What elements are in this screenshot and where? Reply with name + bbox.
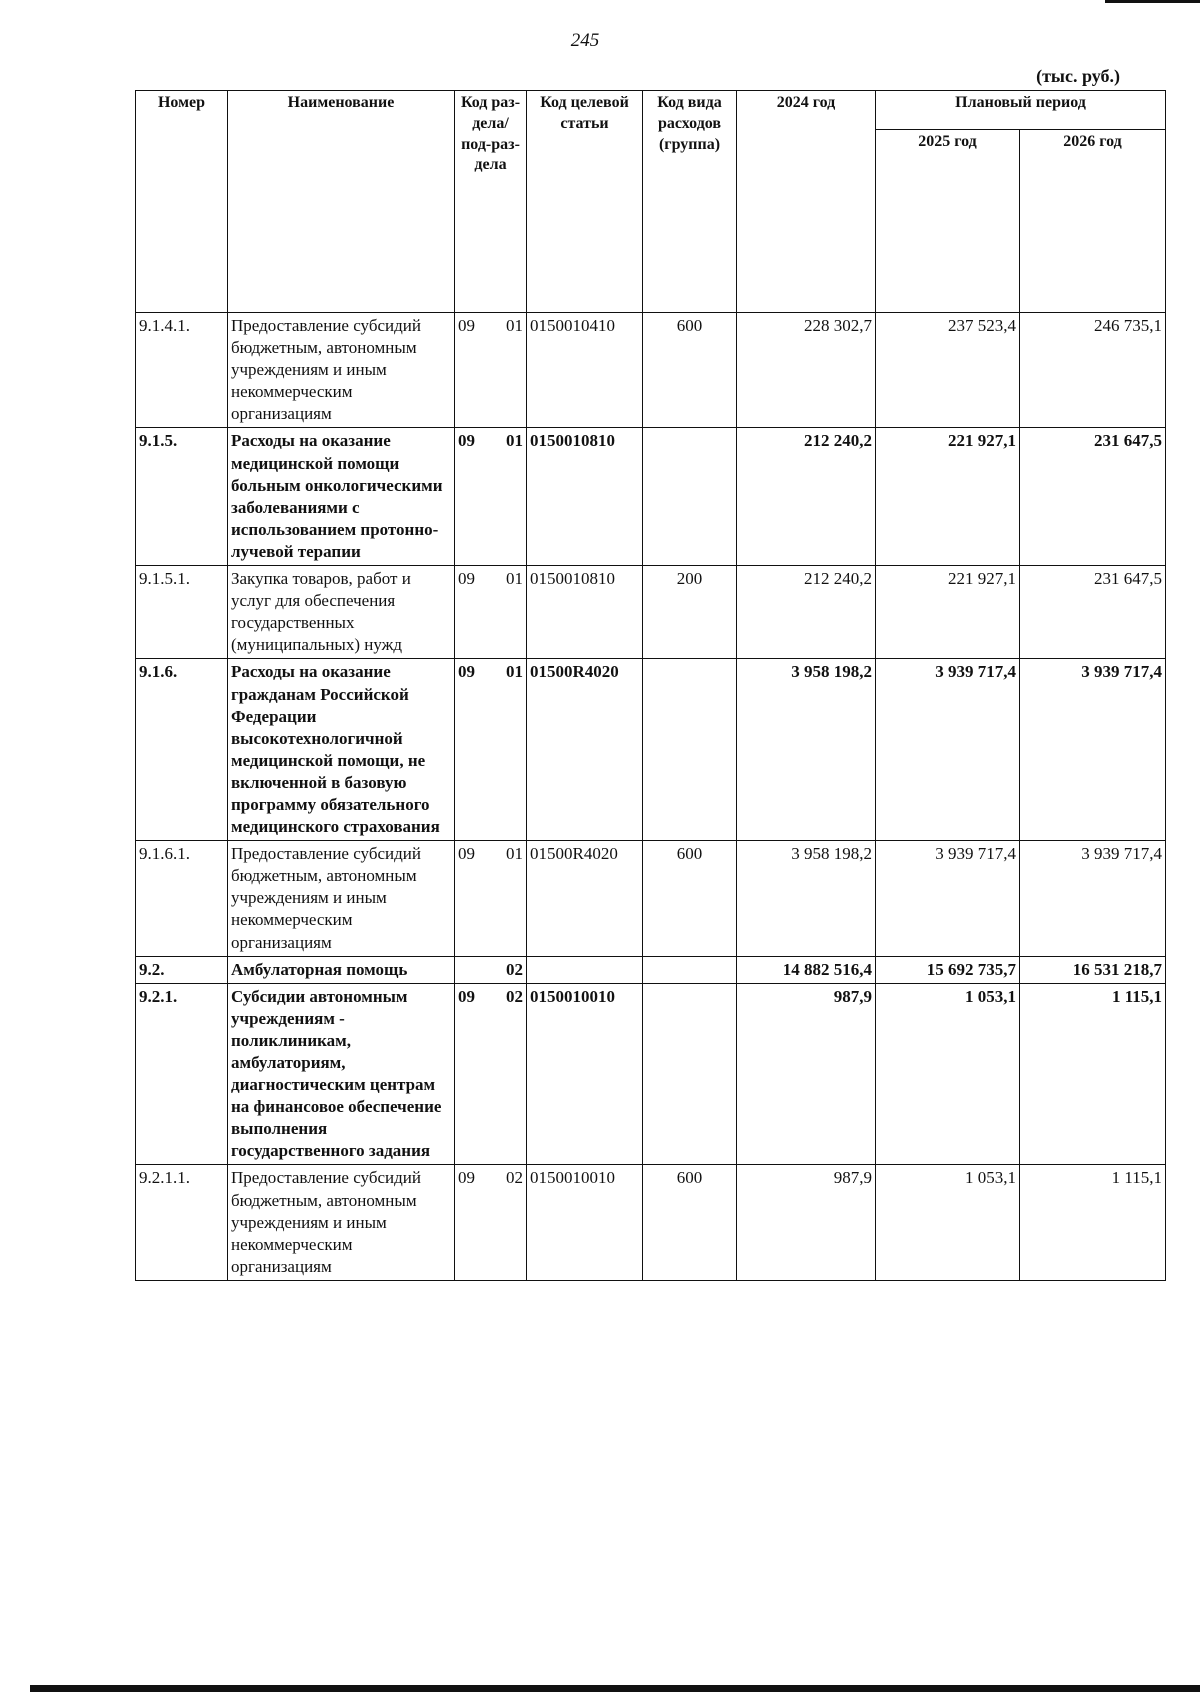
bottom-edge-rule [30,1685,1200,1692]
row-name: Расходы на оказание гражданам Российской Федерации высокотехнологичной медицинской помощи, не включенной в базовую программу обязательного медицинского страхования [228,659,455,841]
row-target: 0150010010 [527,1165,643,1280]
row-name: Закупка товаров, работ и услуг для обеспечения государственных (муниципальных) нужд [228,566,455,659]
row-2024: 3 958 198,2 [737,841,876,956]
row-2025: 15 692 735,7 [876,956,1020,983]
row-2025: 3 939 717,4 [876,841,1020,956]
row-2026: 231 647,5 [1020,428,1166,566]
row-2024: 14 882 516,4 [737,956,876,983]
row-number: 9.2.1. [136,983,228,1165]
row-name: Предоставление субсидий бюджетным, автономным учреждениям и иным некоммерческим организациям [228,1165,455,1280]
row-expense-type: 600 [643,1165,737,1280]
row-expense-type: 600 [643,841,737,956]
row-2025: 1 053,1 [876,983,1020,1165]
row-podrazdel: 02 [506,1168,523,1188]
row-number: 9.1.4.1. [136,313,228,428]
table-row [136,566,1166,659]
table-row [136,956,1166,983]
row-razdel-cell [455,1165,527,1280]
row-2026: 16 531 218,7 [1020,956,1166,983]
row-number: 9.2.1.1. [136,1165,228,1280]
row-podrazdel: 02 [506,959,523,979]
row-razdel-cell [455,983,527,1165]
units-label: (тыс. руб.) [1036,66,1120,86]
row-razdel-cell [455,841,527,956]
row-razdel: 09 [458,662,475,682]
row-razdel-cell [455,313,527,428]
row-target [527,956,643,983]
row-2025: 3 939 717,4 [876,659,1020,841]
row-2024: 987,9 [737,1165,876,1280]
row-target: 0150010410 [527,313,643,428]
row-2026: 231 647,5 [1020,566,1166,659]
row-expense-type: 600 [643,313,737,428]
row-target: 0150010810 [527,428,643,566]
row-2025: 1 053,1 [876,1165,1020,1280]
table-row [136,313,1166,428]
header-2026: 2026 год [1020,130,1166,313]
row-2024: 228 302,7 [737,313,876,428]
row-razdel: 09 [458,569,475,589]
header-expense-type: Код вида расходов (группа) [643,91,737,313]
row-name: Предоставление субсидий бюджетным, автономным учреждениям и иным некоммерческим организациям [228,841,455,956]
row-expense-type: 200 [643,566,737,659]
row-expense-type [643,659,737,841]
row-expense-type [643,428,737,566]
header-2024: 2024 год [737,91,876,313]
row-2025: 237 523,4 [876,313,1020,428]
row-2026: 3 939 717,4 [1020,659,1166,841]
header-2025: 2025 год [876,130,1020,313]
row-number: 9.1.5. [136,428,228,566]
row-2025: 221 927,1 [876,566,1020,659]
row-target: 01500R4020 [527,841,643,956]
row-razdel: 09 [458,844,475,864]
row-razdel-cell [455,566,527,659]
row-razdel-cell [455,659,527,841]
header-target: Код целевой статьи [527,91,643,313]
page-number: 245 [570,30,600,51]
row-number: 9.2. [136,956,228,983]
row-razdel-cell [455,956,527,983]
row-2025: 221 927,1 [876,428,1020,566]
row-podrazdel: 01 [506,662,523,682]
row-target: 01500R4020 [527,659,643,841]
row-number: 9.1.6.1. [136,841,228,956]
row-razdel: 09 [458,986,475,1006]
header-number: Номер [136,91,228,313]
row-2026: 1 115,1 [1020,1165,1166,1280]
row-razdel: 09 [458,431,475,451]
table-row [136,659,1166,841]
row-razdel-cell [455,428,527,566]
header-planned-period: Плановый период [876,91,1166,130]
table-row [136,1165,1166,1280]
top-edge-rule [1105,0,1200,3]
row-2024: 987,9 [737,983,876,1165]
row-2026: 3 939 717,4 [1020,841,1166,956]
row-expense-type [643,983,737,1165]
row-2024: 212 240,2 [737,428,876,566]
budget-table [135,90,1166,1281]
table-row [136,841,1166,956]
row-2026: 1 115,1 [1020,983,1166,1165]
row-name: Амбулаторная помощь [228,956,455,983]
row-target: 0150010810 [527,566,643,659]
row-expense-type [643,956,737,983]
row-podrazdel: 02 [506,986,523,1006]
table-row [136,428,1166,566]
row-2024: 3 958 198,2 [737,659,876,841]
header-razdel: Код раз-дела/ под-раз-дела [455,91,527,313]
row-name: Предоставление субсидий бюджетным, автономным учреждениям и иным некоммерческим организациям [228,313,455,428]
row-target: 0150010010 [527,983,643,1165]
row-podrazdel: 01 [506,431,523,451]
row-number: 9.1.5.1. [136,566,228,659]
row-razdel: 09 [458,316,475,335]
row-number: 9.1.6. [136,659,228,841]
row-podrazdel: 01 [506,569,523,589]
row-podrazdel: 01 [506,844,523,864]
header-name: Наименование [228,91,455,313]
row-2026: 246 735,1 [1020,313,1166,428]
table-row [136,983,1166,1165]
row-razdel: 09 [458,1168,475,1188]
row-podrazdel: 01 [506,316,523,335]
row-name: Расходы на оказание медицинской помощи больным онкологическими заболеваниями с использованием протонно-лучевой терапии [228,428,455,566]
row-name: Субсидии автономным учреждениям - поликлиникам, амбулаториям, диагностическим центрам на финансовое обеспечение выполнения государственного задания [228,983,455,1165]
row-2024: 212 240,2 [737,566,876,659]
header-row [136,91,1166,130]
